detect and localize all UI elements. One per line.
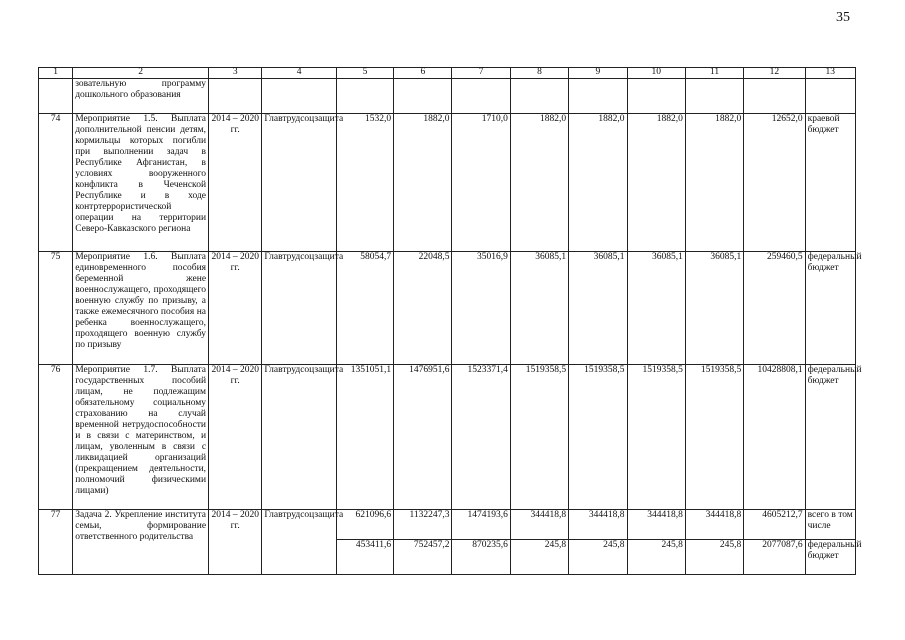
value-cell: 36085,1 — [510, 252, 568, 365]
value-cell: 453411,6 — [336, 540, 393, 575]
column-header: 5 — [336, 68, 393, 79]
value-cell: 1519358,5 — [510, 365, 568, 510]
column-header: 9 — [569, 68, 627, 79]
column-header: 10 — [627, 68, 685, 79]
row-executor: Главтрудсоцзащита — [262, 252, 336, 365]
column-header: 7 — [452, 68, 510, 79]
table-header-row — [39, 68, 856, 79]
column-header: 6 — [394, 68, 452, 79]
column-header: 11 — [685, 68, 743, 79]
value-cell: 1532,0 — [336, 114, 393, 252]
value-cell: 344418,8 — [569, 510, 627, 540]
column-header: 1 — [39, 68, 73, 79]
value-cell: 35016,9 — [452, 252, 510, 365]
column-header: 3 — [209, 68, 262, 79]
row-period: 2014 – 2020 гг. — [209, 252, 262, 365]
table-row — [39, 510, 856, 540]
column-header: 4 — [262, 68, 336, 79]
value-cell: 36085,1 — [627, 252, 685, 365]
value-cell: 1519358,5 — [627, 365, 685, 510]
value-cell: 58054,7 — [336, 252, 393, 365]
column-header: 2 — [73, 68, 209, 79]
value-cell: 1474193,6 — [452, 510, 510, 540]
row-number: 75 — [39, 252, 73, 365]
column-header: 12 — [744, 68, 805, 79]
value-cell-total: 259460,5 — [744, 252, 805, 365]
table-row — [39, 252, 856, 365]
row-period: 2014 – 2020 гг. — [209, 365, 262, 510]
row-executor: Главтрудсоцзащита — [262, 365, 336, 510]
value-cell: 1519358,5 — [569, 365, 627, 510]
value-cell: 245,8 — [627, 540, 685, 575]
value-cell: 245,8 — [569, 540, 627, 575]
column-header: 13 — [805, 68, 855, 79]
table-row — [39, 365, 856, 510]
value-cell: 752457,2 — [394, 540, 452, 575]
value-cell: 1710,0 — [452, 114, 510, 252]
row-funding-source: федеральный бюджет — [805, 365, 855, 510]
value-cell: 1519358,5 — [685, 365, 743, 510]
table-row-continuation — [39, 79, 856, 114]
row-executor: Главтрудсоцзащита — [262, 114, 336, 252]
value-cell: 245,8 — [510, 540, 568, 575]
value-cell-total: 10428808,1 — [744, 365, 805, 510]
row-description: Мероприятие 1.5. Выплата дополнительной пенсии детям, кормильцы которых погибли при выполнении задач в Республике Афганистан, в условиях вооруженного конфликта в Чеченской Республике и в ходе контртеррористической операции на территории Северо-Кавказского региона — [73, 114, 209, 252]
row-number: 77 — [39, 510, 73, 575]
row-funding-source: федеральный бюджет — [805, 540, 855, 575]
table-row — [39, 114, 856, 252]
row-period: 2014 – 2020 гг. — [209, 114, 262, 252]
value-cell: 22048,5 — [394, 252, 452, 365]
value-cell: 870235,6 — [452, 540, 510, 575]
row-description: Мероприятие 1.7. Выплата государственных пособий лицам, не подлежащим обязательному социальному страхованию на случай временной нетрудоспособности и в связи с материнством, и лицам, уволенным в связи с ликвидацией организаций (прекращением деятельности, полномочий физическими лицами) — [73, 365, 209, 510]
value-cell: 1882,0 — [569, 114, 627, 252]
row-executor: Главтрудсоцзащита — [262, 510, 336, 575]
value-cell: 621096,6 — [336, 510, 393, 540]
row-period: 2014 – 2020 гг. — [209, 510, 262, 575]
value-cell: 1523371,4 — [452, 365, 510, 510]
row-funding-source: всего в том числе — [805, 510, 855, 540]
value-cell: 36085,1 — [685, 252, 743, 365]
row-number: 74 — [39, 114, 73, 252]
page-number: 35 — [836, 10, 850, 25]
value-cell: 245,8 — [685, 540, 743, 575]
value-cell: 344418,8 — [627, 510, 685, 540]
row-description: зовательную программу дошкольного образования — [73, 79, 209, 114]
value-cell-total: 4605212,7 — [744, 510, 805, 540]
value-cell: 1882,0 — [627, 114, 685, 252]
row-number: 76 — [39, 365, 73, 510]
value-cell: 344418,8 — [510, 510, 568, 540]
value-cell: 1476951,6 — [394, 365, 452, 510]
value-cell: 1882,0 — [510, 114, 568, 252]
value-cell: 344418,8 — [685, 510, 743, 540]
value-cell: 1882,0 — [685, 114, 743, 252]
row-description: Задача 2. Укрепление института семьи, формирование ответственного родительства — [73, 510, 209, 575]
value-cell-total: 12652,0 — [744, 114, 805, 252]
row-funding-source: краевой бюджет — [805, 114, 855, 252]
row-description: Мероприятие 1.6. Выплата единовременного пособия беременной жене военнослужащего, проходящего военную службу по призыву, а также ежемесячного пособия на ребенка военнослужащего, проходящего военную службу по призыву — [73, 252, 209, 365]
value-cell: 1132247,3 — [394, 510, 452, 540]
column-header: 8 — [510, 68, 568, 79]
value-cell-total: 2077087,6 — [744, 540, 805, 575]
value-cell: 1351051,1 — [336, 365, 393, 510]
value-cell: 36085,1 — [569, 252, 627, 365]
value-cell: 1882,0 — [394, 114, 452, 252]
budget-table — [38, 67, 862, 575]
row-funding-source: федеральный бюджет — [805, 252, 855, 365]
